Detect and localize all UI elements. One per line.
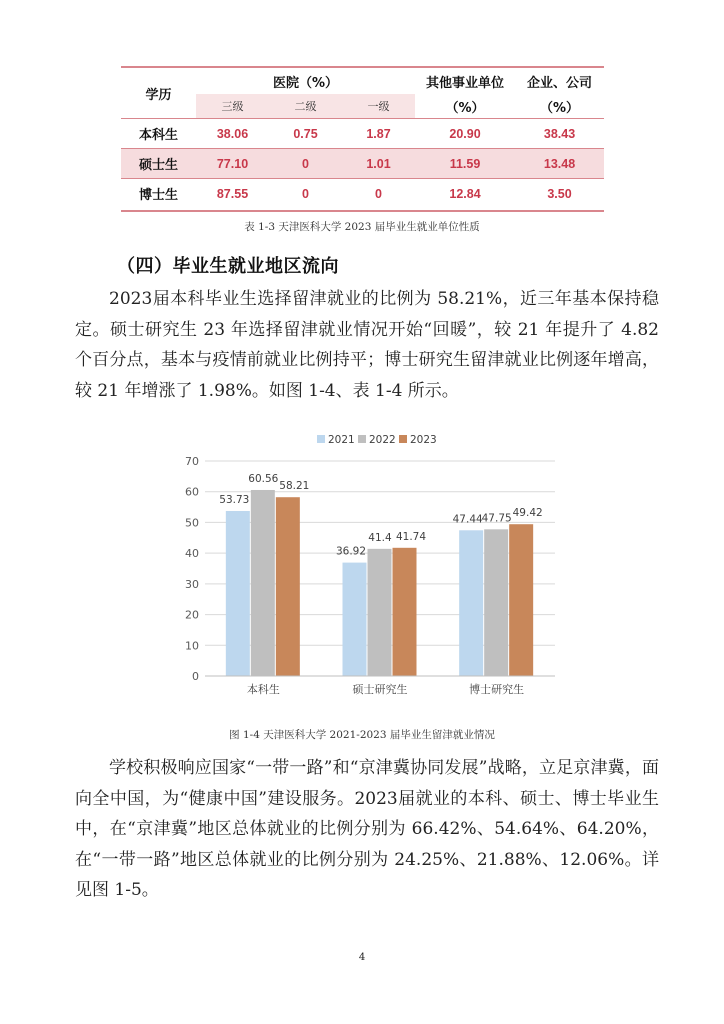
bar xyxy=(368,549,392,676)
y-tick-label: 40 xyxy=(185,547,199,561)
x-tick-label: 博士研究生 xyxy=(469,683,525,696)
bar xyxy=(226,511,250,676)
legend-swatch xyxy=(399,435,407,443)
table-cell: 87.55 xyxy=(196,179,269,209)
employment-unit-table xyxy=(121,68,604,208)
section-heading: （四）毕业生就业地区流向 xyxy=(117,256,339,277)
data-label: 47.44 xyxy=(452,513,483,526)
bar xyxy=(459,530,483,676)
data-label: 47.75 xyxy=(481,512,512,525)
legend-swatch xyxy=(358,435,366,443)
y-tick-label: 20 xyxy=(185,608,199,622)
table-bottom-rule xyxy=(121,210,604,212)
retention-bar-chart xyxy=(175,425,560,705)
table-cell: 0 xyxy=(342,179,415,209)
table-cell: 77.10 xyxy=(196,149,269,179)
table-cell: 0.75 xyxy=(269,119,342,149)
data-label: 41.74 xyxy=(395,530,427,543)
header-degree: 学历 xyxy=(145,87,172,103)
chart-legend xyxy=(317,434,437,446)
table-cell: 1.01 xyxy=(342,149,415,179)
x-tick-label: 本科生 xyxy=(246,683,280,696)
table-cell: 12.84 xyxy=(415,179,515,209)
bar xyxy=(484,529,508,676)
chart-caption: 图 1-4 天津医科大学 2021-2023 届毕业生留津就业情况 xyxy=(229,729,495,741)
table-caption: 表 1-3 天津医科大学 2023 届毕业生就业单位性质 xyxy=(244,221,480,233)
header-enterprise-unit: （%） xyxy=(540,100,580,116)
table-row xyxy=(121,149,604,179)
y-tick-label: 10 xyxy=(185,639,199,653)
y-tick-label: 60 xyxy=(185,485,199,499)
table-row xyxy=(121,119,604,149)
table-cell: 20.90 xyxy=(415,119,515,149)
data-label: 60.56 xyxy=(248,472,279,485)
header-enterprise: 企业、公司 xyxy=(527,75,593,91)
x-tick-label: 硕士研究生 xyxy=(352,683,408,696)
legend-label: 2021 xyxy=(328,434,355,446)
data-label: 36.92 xyxy=(335,545,367,558)
header-hospital: 医院（%） xyxy=(272,75,339,91)
row-label: 硕士生 xyxy=(121,149,196,179)
data-label: 49.42 xyxy=(512,507,543,520)
data-label: 58.21 xyxy=(279,480,310,493)
y-tick-label: 30 xyxy=(185,577,199,591)
x-axis xyxy=(205,676,555,696)
table-cell: 0 xyxy=(269,179,342,209)
body-paragraph: 2023届本科毕业生选择留津就业的比例为 58.21%，近三年基本保持稳定。硕士研究生 23 年选择留津就业情况开始“回暖”，较 21 年提升了 4.82 个百分点，基本与疫情前就业比例持平；博士研究生留津就业比例逐年增高，较 21 年增涨了 1.98%。如图 1-4、表 1-4 所示。 xyxy=(75,289,659,401)
header-hospital-tier1: 一级 xyxy=(342,94,415,119)
legend-swatch xyxy=(317,435,325,443)
y-tick-label: 50 xyxy=(185,516,199,530)
data-label: 53.73 xyxy=(219,493,250,506)
row-label: 博士生 xyxy=(121,179,196,209)
table-cell: 11.59 xyxy=(415,149,515,179)
chart-bars xyxy=(219,473,542,676)
header-hospital-tier2: 二级 xyxy=(269,94,342,119)
bar xyxy=(251,490,275,676)
y-axis xyxy=(185,455,199,683)
header-other-public: 其他事业单位 xyxy=(426,75,505,91)
header-hospital-tier3: 三级 xyxy=(196,94,269,119)
page-number: 4 xyxy=(358,952,366,963)
legend-label: 2023 xyxy=(410,434,437,446)
y-tick-label: 0 xyxy=(192,670,199,683)
table-cell: 1.87 xyxy=(342,119,415,149)
bar xyxy=(343,563,367,676)
row-label: 本科生 xyxy=(121,119,196,149)
table-cell: 38.43 xyxy=(515,119,604,149)
legend-label: 2022 xyxy=(369,434,396,446)
bar xyxy=(393,548,417,676)
data-label: 41.4 xyxy=(368,531,392,544)
bar xyxy=(276,497,300,676)
header-other-public-unit: （%） xyxy=(445,100,485,116)
table-cell: 3.50 xyxy=(515,179,604,209)
table-cell: 0 xyxy=(269,149,342,179)
bar xyxy=(509,524,533,676)
table-row xyxy=(121,179,604,209)
table-cell: 13.48 xyxy=(515,149,604,179)
table-cell: 38.06 xyxy=(196,119,269,149)
y-tick-label: 70 xyxy=(185,455,199,468)
body-paragraph: 学校积极响应国家“一带一路”和“京津冀协同发展”战略，立足京津冀，面向全中国，为“健康中国”建设服务。2023届就业的本科、硕士、博士毕业生中，在“京津冀”地区总体就业的比例分别为 66.42%、54.64%、64.20%，在“一带一路”地区总体就业的比例分别为 24.25%、21.88%、12.06%。详见图 1-5。 xyxy=(75,758,659,900)
